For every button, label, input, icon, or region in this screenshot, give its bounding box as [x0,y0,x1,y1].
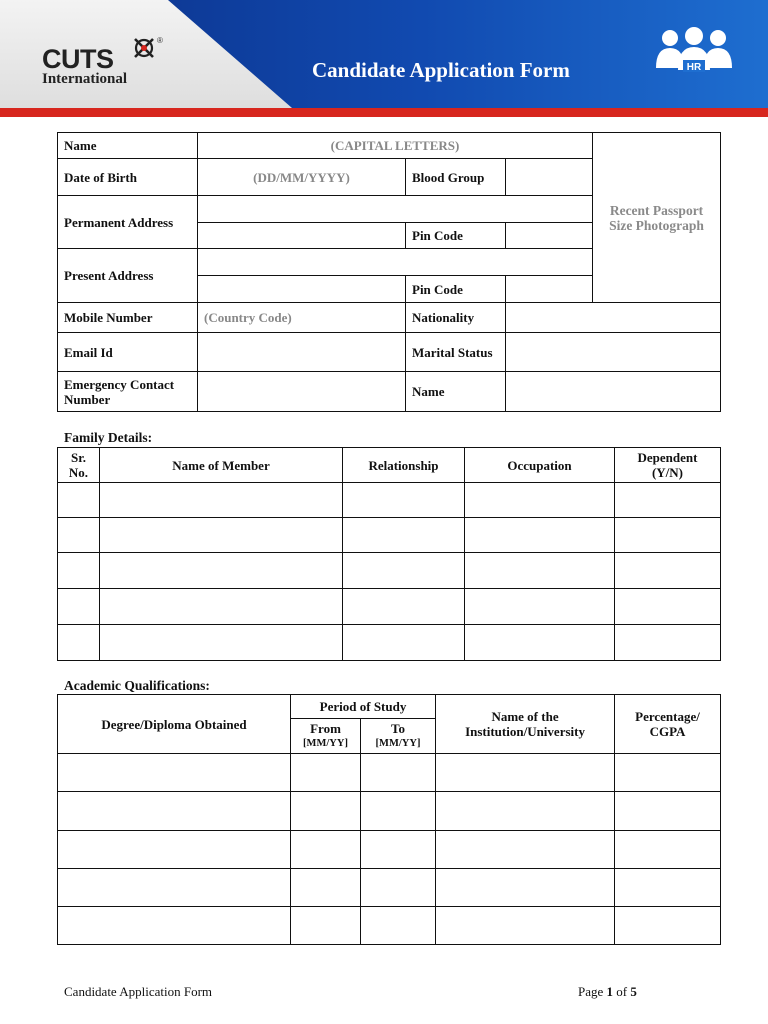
header-red-stripe [0,108,768,117]
family-cell[interactable] [100,518,343,553]
family-section-title: Family Details: [64,430,153,445]
academic-cell[interactable] [436,754,615,792]
family-cell[interactable] [615,518,721,553]
academic-cell[interactable] [361,831,436,869]
family-cell[interactable] [465,553,615,589]
member-name-header: Name of Member [100,448,343,483]
mobile-label: Mobile Number [58,303,198,333]
family-cell[interactable] [615,589,721,625]
family-cell[interactable] [465,589,615,625]
relationship-header: Relationship [343,448,465,483]
present-address-line2[interactable] [198,276,406,303]
footer-page-number [578,984,637,1000]
emergency-contact-field[interactable] [198,372,406,412]
academic-cell[interactable] [58,907,291,945]
academic-cell[interactable] [291,869,361,907]
academic-cell[interactable] [58,754,291,792]
footer-page-total: 5 [630,984,637,999]
family-details-table [57,447,721,661]
academic-cell[interactable] [361,754,436,792]
hr-badge-text: HR [686,62,702,73]
logo-subtitle: International [42,71,128,87]
blood-group-field[interactable] [506,159,593,196]
to-label: To [391,721,405,736]
emergency-contact-label: Emergency Contact Number [58,372,198,412]
family-cell[interactable] [58,483,100,518]
family-cell[interactable] [465,483,615,518]
academic-cell[interactable] [58,869,291,907]
academic-cell[interactable] [361,792,436,831]
academic-cell[interactable] [291,792,361,831]
academic-cell[interactable] [361,869,436,907]
academic-section-title: Academic Qualifications: [64,678,210,693]
academic-cell[interactable] [615,869,721,907]
academic-cell[interactable] [436,907,615,945]
name-field[interactable]: (CAPITAL LETTERS) [198,133,593,159]
family-cell[interactable] [58,518,100,553]
footer-page-current: 1 [606,984,614,999]
academic-cell[interactable] [291,907,361,945]
family-cell[interactable] [615,483,721,518]
period-header: Period of Study [291,695,436,719]
family-row [58,483,721,518]
from-label: From [310,721,341,736]
permanent-pin-code-label: Pin Code [406,223,506,249]
academic-row [58,869,721,907]
percentage-header: Percentage/ CGPA [615,695,721,754]
name-label: Name [58,133,198,159]
family-cell[interactable] [343,518,465,553]
academic-cell[interactable] [615,754,721,792]
academic-qualifications-table [57,694,721,945]
family-cell[interactable] [343,483,465,518]
present-address-line1[interactable] [198,249,593,276]
family-cell[interactable] [100,553,343,589]
dependent-header: Dependent (Y/N) [615,448,721,483]
globe-logo-icon [132,36,156,60]
academic-cell[interactable] [615,831,721,869]
family-cell[interactable] [615,553,721,589]
family-cell[interactable] [58,553,100,589]
academic-row [58,754,721,792]
nationality-field[interactable] [506,303,721,333]
from-header [291,719,361,754]
dob-field[interactable]: (DD/MM/YYYY) [198,159,406,196]
family-cell[interactable] [100,625,343,661]
mobile-field[interactable]: (Country Code) [198,303,406,333]
family-cell[interactable] [58,625,100,661]
academic-row [58,792,721,831]
blood-group-label: Blood Group [406,159,506,196]
family-cell[interactable] [343,589,465,625]
academic-cell[interactable] [436,869,615,907]
academic-cell[interactable] [58,831,291,869]
email-field[interactable] [198,333,406,372]
present-pin-code-label: Pin Code [406,276,506,303]
family-cell[interactable] [615,625,721,661]
to-unit: [MM/YY] [375,738,421,749]
present-pin-code-field[interactable] [506,276,593,303]
footer-document-title: Candidate Application Form [64,984,213,999]
marital-status-label: Marital Status [406,333,506,372]
family-row [58,518,721,553]
academic-cell[interactable] [615,907,721,945]
family-cell[interactable] [100,483,343,518]
academic-cell[interactable] [58,792,291,831]
family-row [58,553,721,589]
email-label: Email Id [58,333,198,372]
degree-header: Degree/Diploma Obtained [58,695,291,754]
permanent-address-line1[interactable] [198,196,593,223]
nationality-label: Nationality [406,303,506,333]
hr-people-icon [654,26,734,74]
to-header [361,719,436,754]
sr-no-header: Sr. No. [58,448,100,483]
academic-cell[interactable] [436,792,615,831]
dob-label: Date of Birth [58,159,198,196]
academic-cell[interactable] [361,907,436,945]
emergency-name-label: Name [406,372,506,412]
family-cell[interactable] [100,589,343,625]
family-cell[interactable] [343,625,465,661]
occupation-header: Occupation [465,448,615,483]
footer-page-word: Page [578,984,604,999]
family-cell[interactable] [465,518,615,553]
passport-photo-box[interactable]: Recent Passport Size Photograph [593,133,721,303]
family-cell[interactable] [343,553,465,589]
academic-cell[interactable] [291,754,361,792]
logo-wordmark: CUTS [42,44,114,74]
family-cell[interactable] [58,589,100,625]
academic-cell[interactable] [615,792,721,831]
footer-of-word: of [616,984,628,999]
registered-mark: ® [157,36,163,45]
academic-row [58,831,721,869]
page-title: Candidate Application Form [312,58,570,82]
emergency-name-field[interactable] [506,372,721,412]
institution-header: Name of the Institution/University [436,695,615,754]
personal-details-table [57,132,721,412]
present-address-label: Present Address [58,249,198,303]
page-header [0,0,768,118]
permanent-address-label: Permanent Address [58,196,198,249]
academic-cell[interactable] [291,831,361,869]
family-cell[interactable] [465,625,615,661]
family-row [58,589,721,625]
family-row [58,625,721,661]
from-unit: [MM/YY] [303,738,348,749]
permanent-address-line2[interactable] [198,223,406,249]
permanent-pin-code-field[interactable] [506,223,593,249]
marital-status-field[interactable] [506,333,721,372]
academic-cell[interactable] [436,831,615,869]
academic-row [58,907,721,945]
